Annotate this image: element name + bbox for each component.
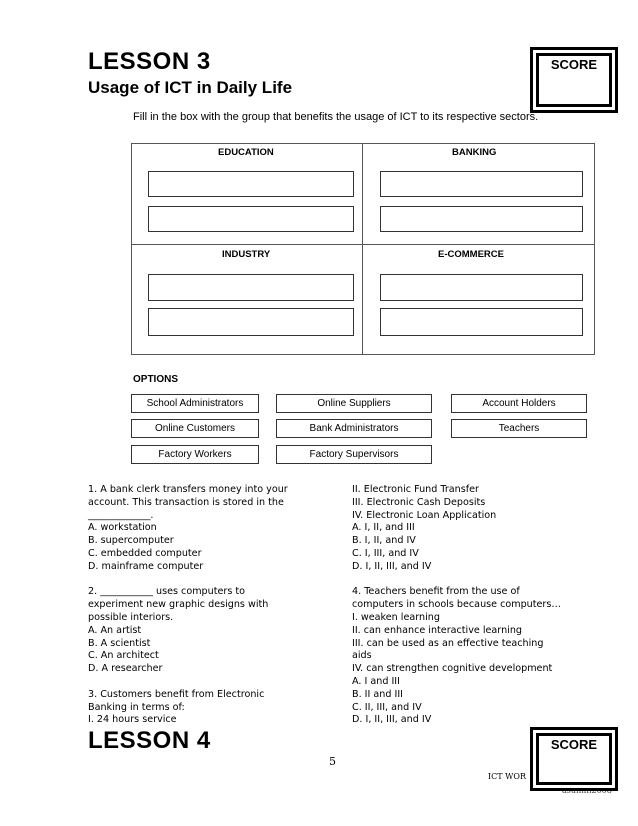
- score-box-lesson-4: [530, 727, 618, 791]
- option-school-administrators[interactable]: School Administrators: [131, 394, 259, 413]
- lesson-4-title: LESSON 4: [88, 727, 211, 754]
- answer-choice: C. I, III, and IV: [352, 547, 419, 559]
- spacer-line: [352, 574, 561, 587]
- banking-answer-box-2[interactable]: [380, 206, 583, 232]
- education-answer-box-2[interactable]: [148, 206, 354, 232]
- ecommerce-answer-box-1[interactable]: [380, 274, 583, 301]
- question-line: account. This transaction is stored in the: [88, 496, 284, 508]
- score-label: SCORE: [550, 57, 598, 72]
- question-line: 4. Teachers benefit from the use of: [352, 586, 520, 598]
- answer-choice: B. II and III: [352, 688, 403, 700]
- answer-choice: D. A researcher: [88, 663, 163, 675]
- score-label: SCORE: [550, 737, 598, 752]
- question-line: I. 24 hours service: [88, 714, 177, 726]
- question-line: 2. ___________ uses computers to: [88, 586, 245, 598]
- answer-choice: B. I, II, and IV: [352, 535, 416, 547]
- answer-choice: B. supercomputer: [88, 535, 174, 547]
- questions-right-column: [352, 484, 561, 727]
- question-line: Banking in terms of:: [88, 701, 185, 713]
- question-line: _____________.: [88, 509, 154, 521]
- page-number: 5: [329, 755, 336, 768]
- lesson-3-title: LESSON 3: [88, 48, 211, 75]
- question-line: computers in schools because computers…: [352, 599, 561, 611]
- question-line: IV. can strengthen cognitive development: [352, 663, 553, 675]
- answer-choice: A. workstation: [88, 522, 157, 534]
- question-line: 1. A bank clerk transfers money into your: [88, 484, 288, 495]
- options-heading: OPTIONS: [133, 374, 179, 385]
- option-factory-supervisors[interactable]: Factory Supervisors: [276, 445, 432, 464]
- spacer-line: [88, 676, 288, 689]
- answer-choice: D. mainframe computer: [88, 560, 204, 572]
- lesson-3-subtitle: Usage of ICT in Daily Life: [88, 78, 293, 97]
- banking-answer-box-1[interactable]: [380, 171, 583, 197]
- industry-answer-box-2[interactable]: [148, 308, 354, 336]
- banking-header: BANKING: [452, 147, 497, 158]
- footer-text: ICT WOR: [488, 772, 526, 781]
- option-teachers[interactable]: Teachers: [451, 419, 587, 438]
- option-factory-workers[interactable]: Factory Workers: [131, 445, 259, 464]
- answer-choice: C. II, III, and IV: [352, 701, 422, 713]
- grid-horizontal-divider: [132, 244, 594, 245]
- spacer-line: [88, 574, 288, 587]
- answer-choice: A. An artist: [88, 624, 142, 636]
- industry-header: INDUSTRY: [222, 249, 271, 260]
- answer-choice: A. I, II, and III: [352, 522, 415, 534]
- ecommerce-header: E-COMMERCE: [438, 249, 504, 260]
- question-line: possible interiors.: [88, 611, 174, 623]
- instruction-text: Fill in the box with the group that benefits the usage of ICT to its respective sectors.: [133, 111, 539, 123]
- question-line: II. Electronic Fund Transfer: [352, 484, 479, 495]
- option-online-customers[interactable]: Online Customers: [131, 419, 259, 438]
- question-line: 3. Customers benefit from Electronic: [88, 688, 265, 700]
- option-bank-administrators[interactable]: Bank Administrators: [276, 419, 432, 438]
- option-online-suppliers[interactable]: Online Suppliers: [276, 394, 432, 413]
- answer-choice: A. I and III: [352, 675, 400, 687]
- option-account-holders[interactable]: Account Holders: [451, 394, 587, 413]
- question-line: I. weaken learning: [352, 611, 440, 623]
- question-line: IV. Electronic Loan Application: [352, 509, 497, 521]
- question-line: III. can be used as an effective teaching: [352, 637, 544, 649]
- answer-choice: D. I, II, III, and IV: [352, 560, 432, 572]
- sector-grid: [131, 143, 595, 355]
- answer-choice: D. I, II, III, and IV: [352, 714, 432, 726]
- grid-vertical-divider: [362, 144, 363, 354]
- industry-answer-box-1[interactable]: [148, 274, 354, 301]
- question-line: II. can enhance interactive learning: [352, 624, 522, 636]
- score-box: [530, 47, 618, 113]
- questions-left-column: [88, 484, 288, 727]
- answer-choice: B. A scientist: [88, 637, 151, 649]
- education-header: EDUCATION: [218, 147, 274, 158]
- question-line: experiment new graphic designs with: [88, 599, 269, 611]
- answer-choice: C. An architect: [88, 650, 159, 662]
- education-answer-box-1[interactable]: [148, 171, 354, 197]
- question-line: III. Electronic Cash Deposits: [352, 496, 486, 508]
- answer-choice: C. embedded computer: [88, 547, 202, 559]
- ecommerce-answer-box-2[interactable]: [380, 308, 583, 336]
- question-line: aids: [352, 650, 372, 662]
